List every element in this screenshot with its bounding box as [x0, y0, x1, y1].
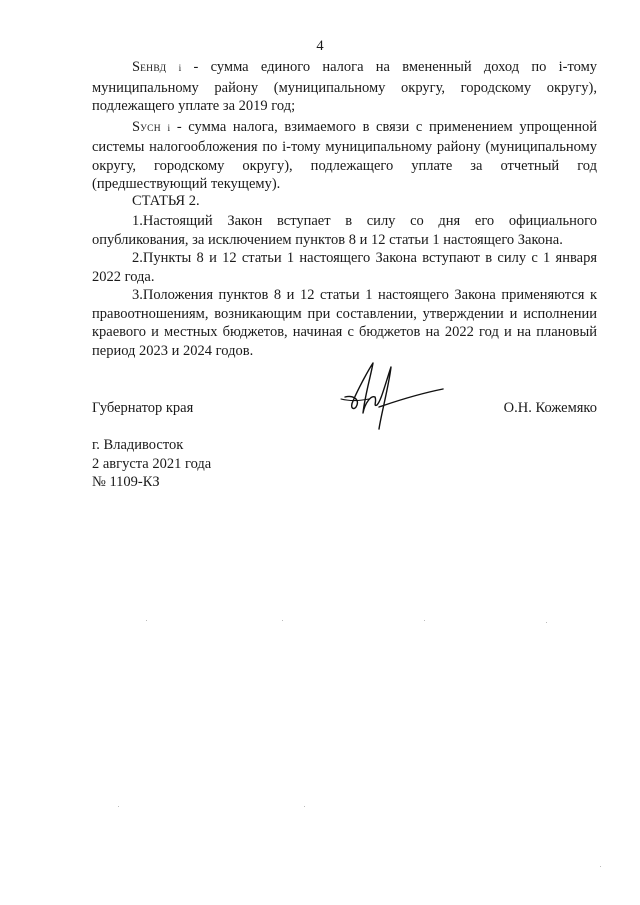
scan-speck: [146, 620, 147, 621]
scan-speck: [282, 620, 283, 621]
article-paragraph-3: 3.Положения пунктов 8 и 12 статьи 1 настоящего Закона применяются к правоотношениям, возникающим при составлении, утверждении и исполнении краевого и местных бюджетов, начиная с бюджетов на 2022 год и на плановый период 2023 и 2024 годов.: [92, 287, 597, 359]
definitions-block: [92, 58, 597, 194]
scan-speck: [304, 806, 305, 807]
page-number: 4: [316, 38, 324, 54]
document-footer: [92, 436, 211, 492]
symbol-s: S: [132, 118, 141, 135]
handwritten-signature: [335, 355, 455, 435]
definition-usn: [92, 118, 597, 194]
article-heading: СТАТЬЯ 2.: [132, 193, 200, 209]
signatory-title: Губернатор края: [92, 400, 194, 416]
signature-row: [92, 400, 597, 420]
symbol-s: S: [132, 59, 141, 75]
symbol-subscript: УСН: [140, 123, 161, 134]
scan-speck: [118, 806, 119, 807]
definition-text: - сумма единого налога на вмененный доход по i-тому муниципальному району (муниципальному округу, городскому округу), подлежащего уплате за 2019 год;: [92, 59, 597, 114]
footer-date: 2 августа 2021 года: [92, 455, 212, 472]
signatory-name: О.Н. Кожемяко: [503, 400, 597, 416]
footer-number: № 1109-КЗ: [92, 474, 160, 490]
scan-speck: [600, 866, 601, 867]
scan-speck: [546, 622, 547, 623]
article-paragraph-1: 1.Настоящий Закон вступает в силу со дня его официального опубликования, за исключением пунктов 8 и 12 статьи 1 настоящего Закона.: [92, 213, 597, 248]
article-paragraph-2: 2.Пункты 8 и 12 статьи 1 настоящего Закона вступают в силу с 1 января 2022 года.: [92, 250, 597, 285]
article-body: [92, 212, 597, 360]
symbol-index: i: [178, 64, 182, 74]
symbol-subscript: ЕНВД: [140, 64, 167, 74]
footer-city: г. Владивосток: [92, 437, 184, 453]
definition-text: - сумма налога, взимаемого в связи с применением упрощенной системы налогообложения по i-тому муниципальному району (муниципальному округу, городскому округу), подлежащего уплате за отчетный год (предшествующий текущему).: [92, 118, 597, 192]
symbol-index: i: [167, 123, 171, 134]
definition-envd: [92, 58, 597, 116]
scan-speck: [424, 620, 425, 621]
